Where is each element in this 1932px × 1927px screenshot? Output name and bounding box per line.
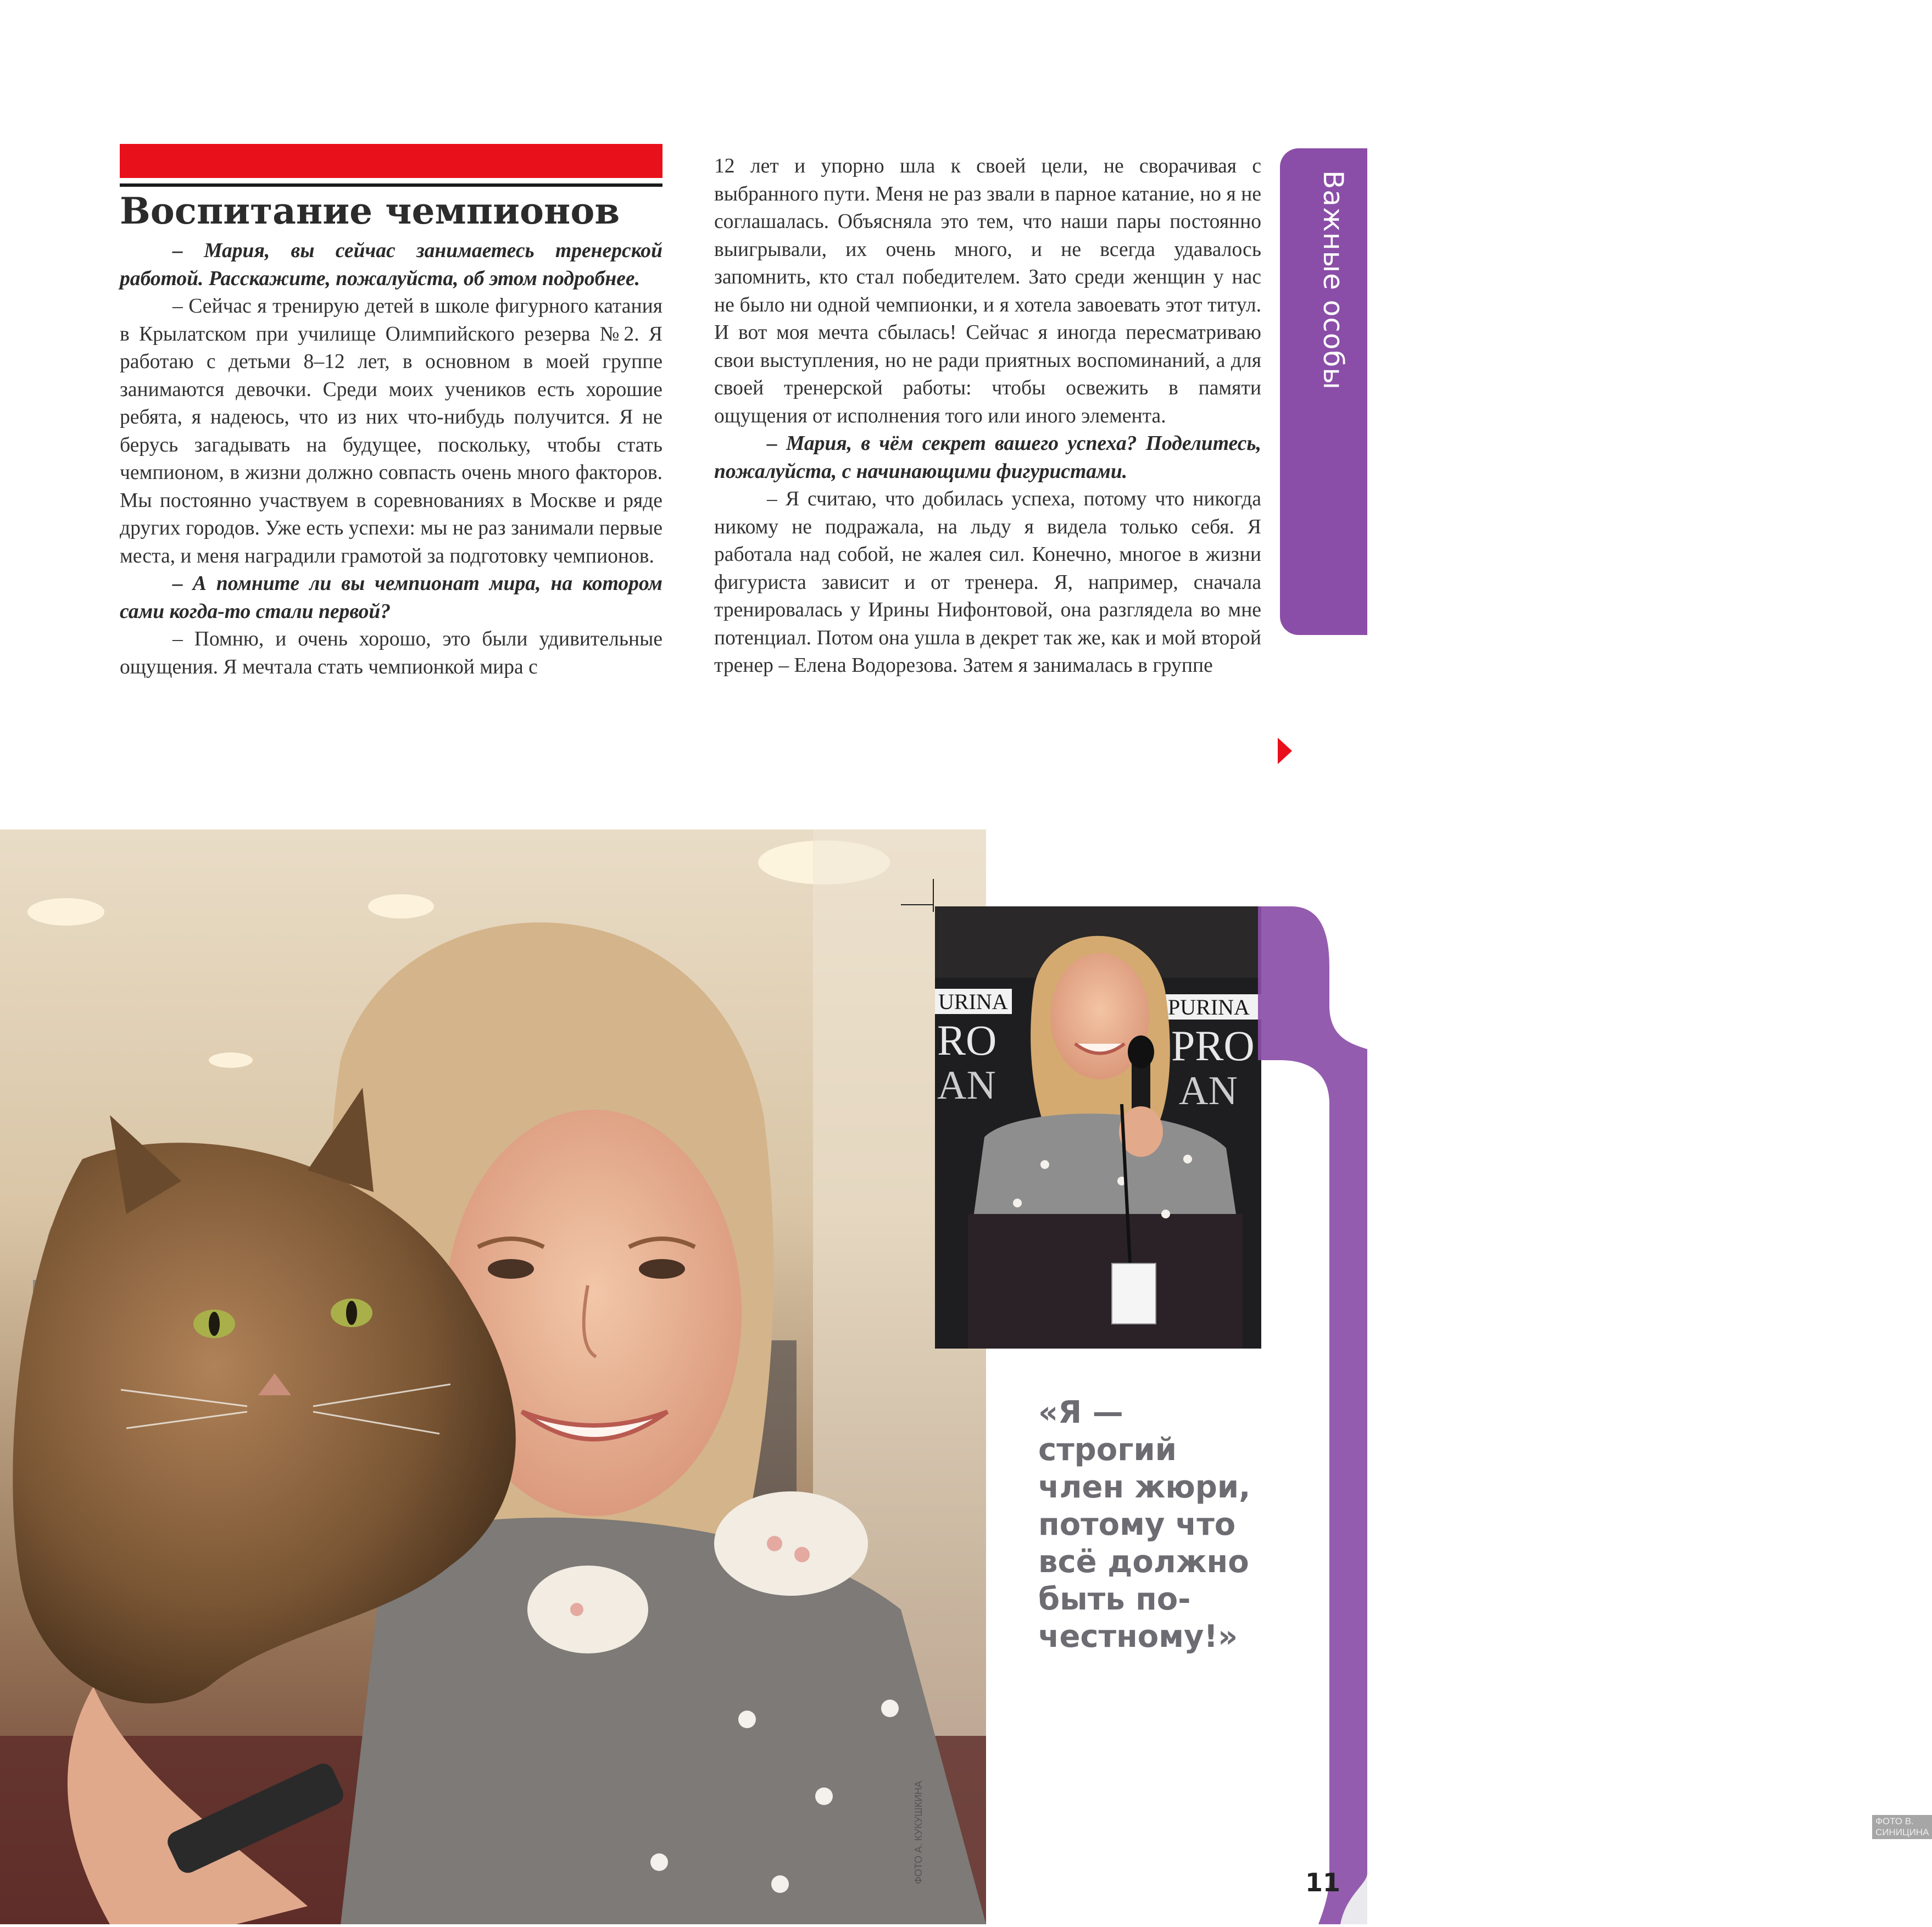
article-column-1 (120, 237, 662, 681)
crop-mark (901, 904, 934, 905)
main-photo (0, 829, 986, 1924)
speaker-with-microphone-photo (935, 906, 1261, 1349)
decorative-purple-band (1258, 906, 1367, 1924)
crop-mark (933, 879, 934, 912)
article-title: Воспитание чемпионов (120, 190, 620, 232)
interview-question: – Мария, в чём секрет вашего успеха? Поделитесь, пожалуйста, с начинающими фигуристами. (714, 432, 1261, 483)
photo-credit-inset: ФОТО В. СИНИЦИНА (1872, 1815, 1932, 1839)
interview-answer: – Помню, и очень хорошо, это были удивительные ощущения. Я мечтала стать чемпионкой мира с (120, 628, 662, 678)
banner-text: AN (1179, 1068, 1238, 1113)
woman-with-cat-photo (0, 829, 986, 1924)
banner-text: RO (937, 1016, 997, 1064)
page-number: 11 (1305, 1868, 1341, 1897)
photo-credit-main: ФОТО А. КУКУШКИНА (913, 1780, 924, 1884)
article-column-2 (714, 153, 1261, 680)
interview-question: – А помните ли вы чемпионат мира, на котором сами когда-то стали первой? (120, 572, 662, 623)
interview-question: – Мария, вы сейчас занимаетесь тренерской работой. Расскажите, пожалуйста, об этом подробнее. (120, 240, 662, 290)
banner-text: PRO (1171, 1022, 1255, 1070)
pull-quote: «Я — строгий член жюри, потому что всё должно быть по-честному!» (1038, 1395, 1251, 1655)
banner-text: URINA (938, 989, 1008, 1014)
banner-text: PURINA (1168, 995, 1250, 1020)
interview-answer: – Я считаю, что добилась успеха, потому что никогда никому не подражала, на льду я видела только себя. Я работала над собой, не жалея сил. Конечно, многое в жизни фигуриста зависит и от тренера. Я, например, сначала тренировалась у Ирины Нифонтовой, она разглядела во мне потенциал. Потом она ушла в декрет так же, как и мой второй тренер – Елена Водорезова. Затем я занималась в группе (714, 488, 1261, 677)
title-rule (120, 183, 662, 187)
continue-arrow-icon (1278, 738, 1292, 764)
interview-answer: – Сейчас я тренирую детей в школе фигурного катания в Крылатском при училище Олимпийского резерва №2. Я работаю с детьми 8–12 лет, в основном в моей группе занимаются девочки. Среди моих учеников есть хорошие ребята, я надеюсь, что из них что-нибудь получится. Я не берусь загадывать на будущее, поскольку, чтобы стать чемпионом, в жизни должно совпасть очень много факторов. Мы постоянно участвуем в соревнованиях в Москве и ряде других городов. Уже есть успехи: мы не раз занимали первые места, и меня наградили грамотой за подготовку чемпионов. (120, 295, 662, 567)
interview-answer-continuation: 12 лет и упорно шла к своей цели, не сворачивая с выбранного пути. Меня не раз звали в парное катание, но я не соглашалась. Объясняла это тем, что наши пары постоянно выигрывали, их очень много, и не всегда удавалось запомнить, кто стал победителем. Зато среди женщин у нас не было ни одной чемпионки, и я хотела завоевать этот титул. И вот моя мечта сбылась! Сейчас я иногда пересматриваю свои выступления, но не ради приятных воспоминаний, а для своей тренерской работы: чтобы освежить в памяти ощущения от исполнения того или иного элемента. (714, 155, 1261, 427)
red-header-bar (120, 144, 662, 178)
banner-text: AN (937, 1063, 996, 1108)
section-tab-label: Важные особы (1317, 170, 1349, 390)
